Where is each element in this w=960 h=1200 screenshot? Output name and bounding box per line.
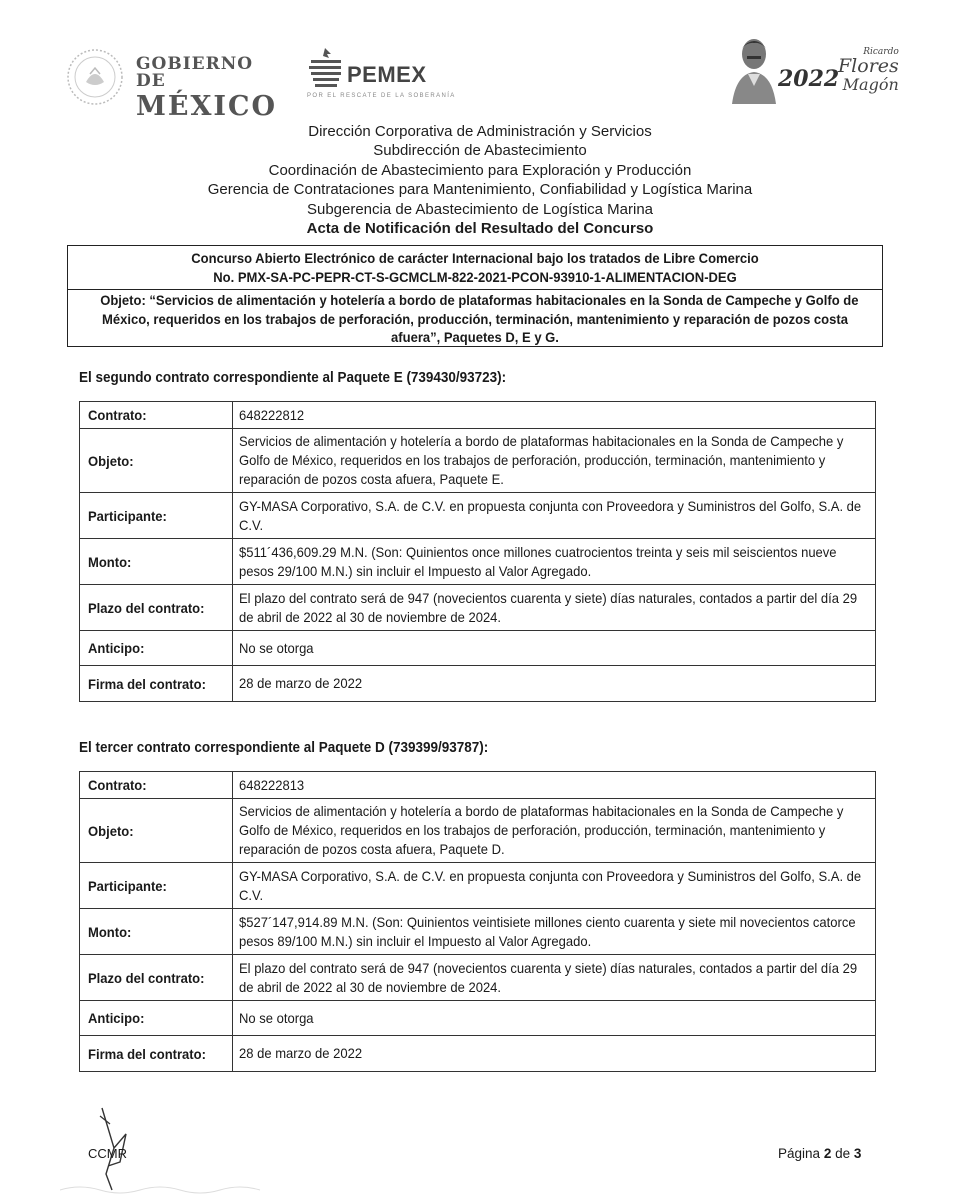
row-value: $511´436,609.29 M.N. (Son: Quinientos once millones cuatrocientos treinta y seis mil seiscientos nueve pesos 29/100 M.N.) sin incluir el Impuesto al Valor Agregado. xyxy=(233,539,876,585)
row-value: No se otorga xyxy=(233,631,876,666)
heading-line: Subdirección de Abastecimiento xyxy=(373,142,587,160)
row-value: GY-MASA Corporativo, S.A. de C.V. en propuesta conjunta con Proveedora y Suministros del Golfo, S.A. de C.V. xyxy=(233,863,876,909)
row-label: Contrato: xyxy=(80,402,233,429)
row-label: Monto: xyxy=(80,539,233,585)
heading-line: Dirección Corporativa de Administración y Servicios xyxy=(308,123,652,140)
name-flores: Flores xyxy=(838,55,899,77)
heading-line: Coordinación de Abastecimiento para Exploración y Producción xyxy=(268,161,692,179)
row-value: 28 de marzo de 2022 xyxy=(233,666,876,702)
table-row xyxy=(80,585,876,631)
year-2022-text: 2022 xyxy=(778,66,840,92)
row-label: Anticipo: xyxy=(80,631,233,666)
gobierno-line1: GOBIERNO DE xyxy=(136,54,254,91)
row-label: Participante: xyxy=(80,863,233,909)
contract-table-paquete-d xyxy=(79,771,876,1072)
table-row xyxy=(80,493,876,539)
acta-title: Acta de Notificación del Resultado del Concurso xyxy=(306,220,654,238)
row-value: 648222813 xyxy=(233,772,876,799)
page-number xyxy=(778,1146,861,1161)
table-row xyxy=(80,429,876,493)
row-value: 28 de marzo de 2022 xyxy=(233,1036,876,1072)
name-magon: Magón xyxy=(842,75,899,94)
row-label: Firma del contrato: xyxy=(80,1036,233,1072)
row-value: $527´147,914.89 M.N. (Son: Quinientos veintisiete millones ciento cuarenta y siete mil novecientos catorce pesos 89/100 M.N.) sin incluir el Impuesto al Valor Agregado. xyxy=(233,909,876,955)
table-row xyxy=(80,402,876,429)
row-value: 648222812 xyxy=(233,402,876,429)
table-row xyxy=(80,631,876,666)
row-label: Firma del contrato: xyxy=(80,666,233,702)
concurso-objeto xyxy=(100,291,859,347)
objeto-line: México, requeridos en los trabajos de perforación, producción, terminación, mantenimiento y reparación de pozos costa xyxy=(102,310,848,327)
concurso-title xyxy=(96,249,853,287)
page-total: 3 xyxy=(853,1146,862,1161)
initials: CCMR xyxy=(88,1146,127,1161)
concurso-title-line1: Concurso Abierto Electrónico de carácter Internacional bajo los tratados de Libre Comercio xyxy=(191,250,759,266)
row-value: Servicios de alimentación y hotelería a bordo de plataformas habitacionales en la Sonda de Campeche y Golfo de México, requeridos en los trabajos de perforación, producción, terminación, mantenimiento y reparación de pozos costa afuera, Paquete D. xyxy=(233,799,876,863)
contract-table-paquete-e xyxy=(79,401,876,702)
table-row xyxy=(80,772,876,799)
portrait-icon xyxy=(728,34,780,106)
section-title-paquete-e: El segundo contrato correspondiente al Paquete E (739430/93723): xyxy=(79,370,507,386)
heading-line: Gerencia de Contrataciones para Mantenimiento, Confiabilidad y Logística Marina xyxy=(207,181,753,199)
concurso-number: No. PMX-SA-PC-PEPR-CT-S-GCMCLM-822-2021-PCON-93910-1-ALIMENTACION-DEG xyxy=(213,269,737,285)
concurso-divider xyxy=(68,289,882,290)
document-heading xyxy=(0,122,960,238)
pemex-wordmark: PEMEX xyxy=(347,62,427,87)
section-title-paquete-d: El tercer contrato correspondiente al Paquete D (739399/93787): xyxy=(79,740,489,756)
footer-watermark-icon xyxy=(60,1182,900,1196)
row-label: Contrato: xyxy=(80,772,233,799)
pemex-eagle-icon xyxy=(305,46,347,92)
row-value: GY-MASA Corporativo, S.A. de C.V. en propuesta conjunta con Proveedora y Suministros del Golfo, S.A. de C.V. xyxy=(233,493,876,539)
concurso-box xyxy=(67,245,883,347)
page-mid: de xyxy=(835,1146,851,1161)
row-label: Plazo del contrato: xyxy=(80,955,233,1001)
table-row xyxy=(80,666,876,702)
table-row xyxy=(80,863,876,909)
row-label: Participante: xyxy=(80,493,233,539)
table-row xyxy=(80,955,876,1001)
table-row xyxy=(80,799,876,863)
row-label: Monto: xyxy=(80,909,233,955)
page-prefix: Página xyxy=(778,1146,821,1161)
name-ricardo: Ricardo xyxy=(863,47,899,57)
objeto-line: Objeto: “Servicios de alimentación y hotelería a bordo de plataformas habitacionales en la Sonda de Campeche y Golfo de xyxy=(100,292,859,308)
row-value: No se otorga xyxy=(233,1001,876,1036)
row-value: Servicios de alimentación y hotelería a bordo de plataformas habitacionales en la Sonda de Campeche y Golfo de México, requeridos en los trabajos de perforación, producción, terminación, mantenimiento y reparación de pozos costa afuera, Paquete E. xyxy=(233,429,876,493)
row-label: Plazo del contrato: xyxy=(80,585,233,631)
row-label: Anticipo: xyxy=(80,1001,233,1036)
objeto-line: afuera”, Paquetes D, E y G. xyxy=(391,329,559,345)
table-row xyxy=(80,1001,876,1036)
table-row xyxy=(80,1036,876,1072)
gobierno-line2: MÉXICO xyxy=(136,91,278,122)
year-2022-logo xyxy=(728,34,899,110)
page-current: 2 xyxy=(823,1146,832,1161)
row-value: El plazo del contrato será de 947 (novecientos cuarenta y siete) días naturales, contados a partir del día 29 de abril de 2022 al 30 de noviembre de 2024. xyxy=(233,955,876,1001)
national-seal-icon xyxy=(66,48,124,106)
table-row xyxy=(80,909,876,955)
row-label: Objeto: xyxy=(80,799,233,863)
pemex-tagline: POR EL RESCATE DE LA SOBERANÍA xyxy=(307,93,456,99)
heading-line: Subgerencia de Abastecimiento de Logística Marina xyxy=(306,200,654,218)
pemex-logo xyxy=(305,46,475,106)
row-label: Objeto: xyxy=(80,429,233,493)
row-value: El plazo del contrato será de 947 (novecientos cuarenta y siete) días naturales, contados a partir del día 29 de abril de 2022 al 30 de noviembre de 2024. xyxy=(233,585,876,631)
gobierno-mexico-logo xyxy=(66,48,278,122)
table-row xyxy=(80,539,876,585)
